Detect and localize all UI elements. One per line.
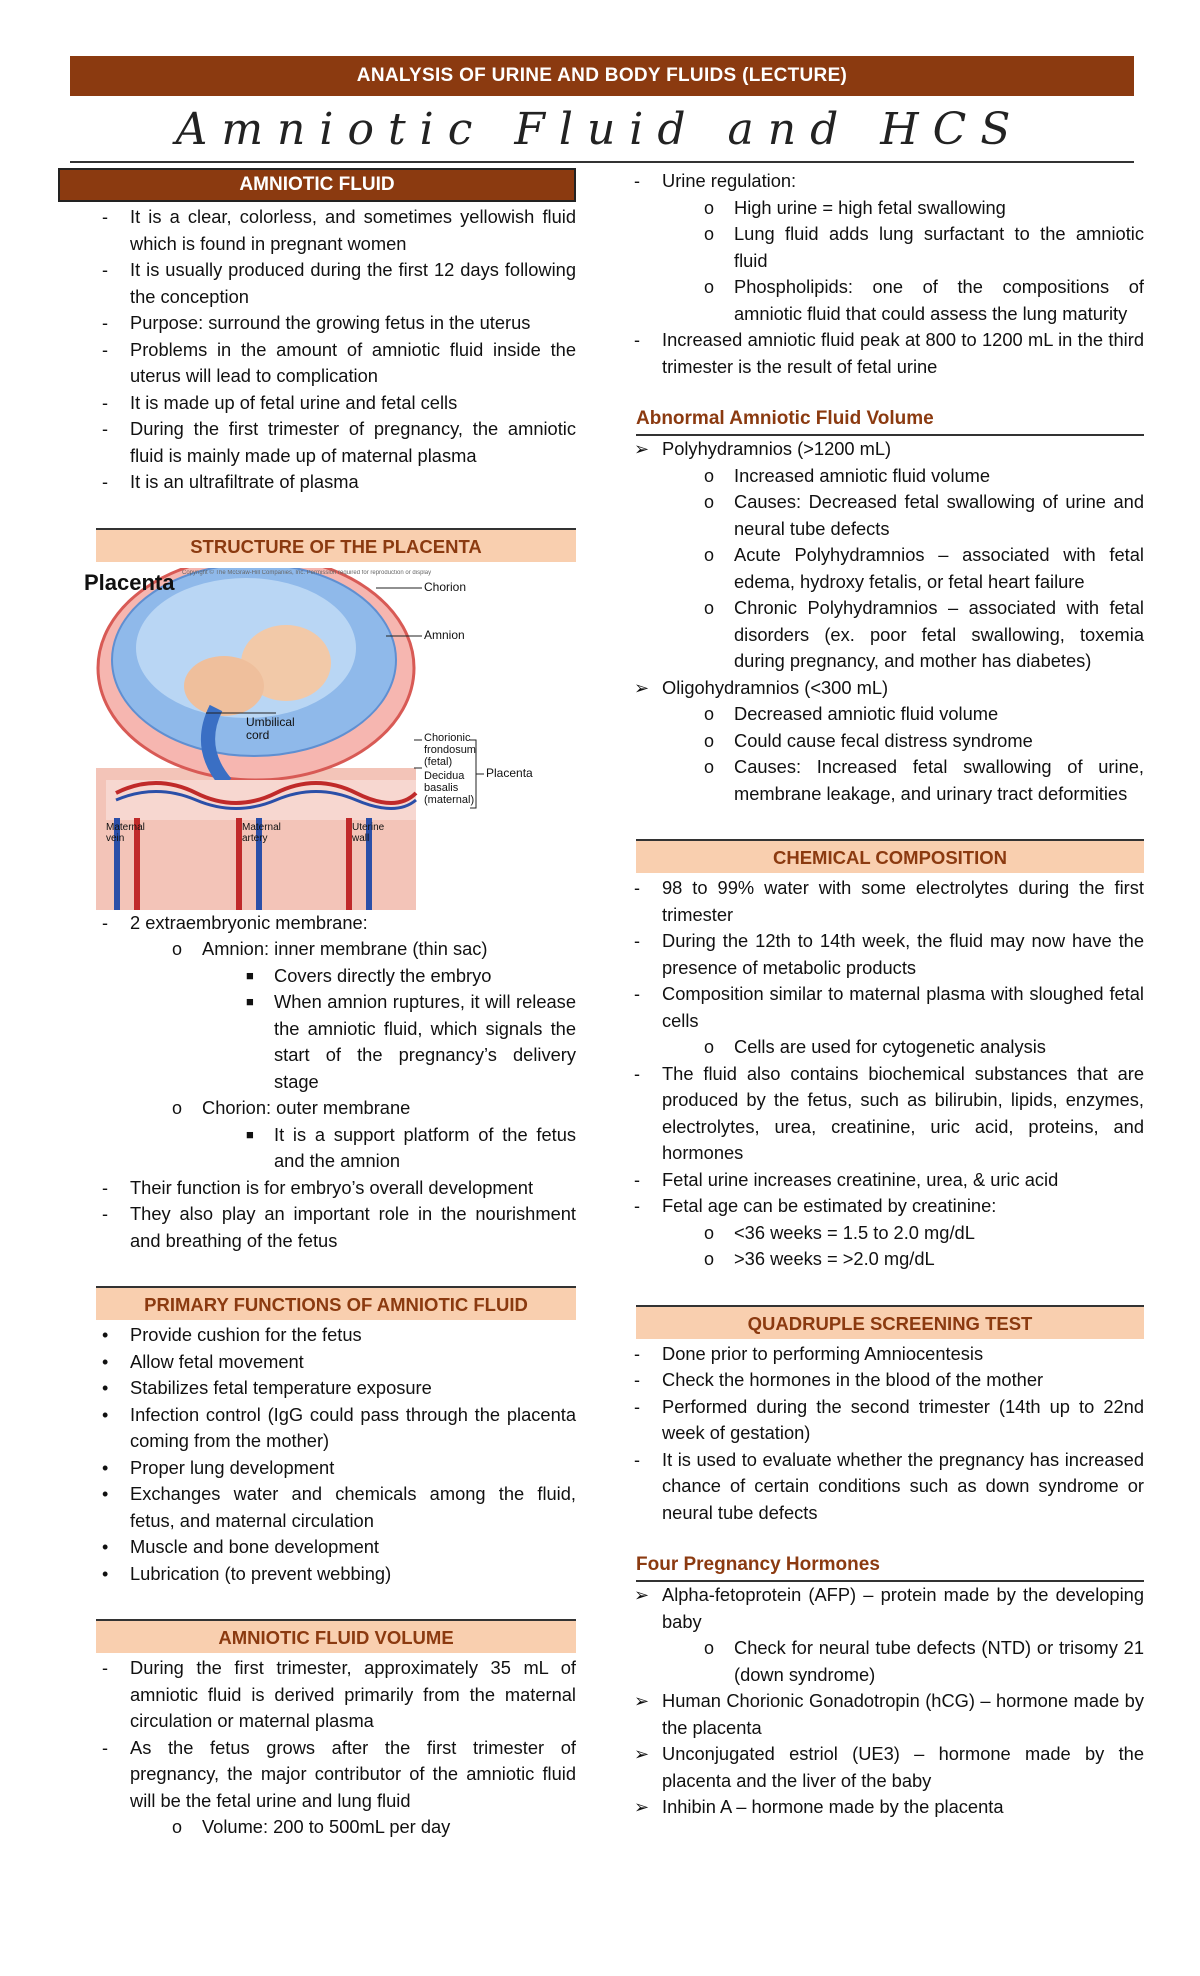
list-marker: • xyxy=(102,1325,109,1345)
list-item xyxy=(590,1688,1144,1741)
section-heading-quadruple-screening: QUADRUPLE SCREENING TEST xyxy=(636,1305,1144,1339)
list-item xyxy=(58,1375,576,1402)
section-heading-placenta: STRUCTURE OF THE PLACENTA xyxy=(96,528,576,562)
document-title-banner: ANALYSIS OF URINE AND BODY FLUIDS (LECTURE) xyxy=(70,56,1134,96)
list-item xyxy=(590,1582,1144,1635)
label-amnion: Amnion xyxy=(424,627,465,642)
list-item-text: <36 weeks = 1.5 to 2.0 mg/dL xyxy=(734,1221,975,1243)
list-item xyxy=(58,416,576,469)
list-item-text: Acute Polyhydramnios – associated with fetal edema, hydroxy fetalis, or fetal heart failure xyxy=(734,544,1144,592)
list-item xyxy=(590,754,1144,807)
list-marker: • xyxy=(102,1351,109,1372)
list-marker: - xyxy=(634,878,640,898)
abnormal-list xyxy=(590,436,1144,807)
list-marker: - xyxy=(634,330,640,350)
list-item xyxy=(58,390,576,417)
list-item-text: When amnion ruptures, it will release the amniotic fluid, which signals the start of the pregnancy’s delivery stage xyxy=(274,991,576,1092)
list-marker: - xyxy=(102,1658,108,1678)
list-marker: - xyxy=(102,392,108,413)
list-item xyxy=(590,542,1144,595)
list-item xyxy=(58,1481,576,1534)
list-item xyxy=(58,936,576,963)
list-item xyxy=(58,204,576,257)
list-marker: - xyxy=(102,207,108,227)
list-item xyxy=(58,963,576,990)
list-marker: o xyxy=(704,757,715,777)
list-item-text: Check for neural tube defects (NTD) or trisomy 21 (down syndrome) xyxy=(734,1637,1144,1685)
label-maternal-vein: Maternal vein xyxy=(106,821,145,844)
list-marker: ➢ xyxy=(634,1744,650,1764)
label-chorionic-frondosum: Chorionic frondosum (fetal) xyxy=(424,731,476,768)
list-item xyxy=(590,1794,1144,1821)
list-item xyxy=(590,1447,1144,1527)
list-item xyxy=(58,1455,576,1482)
list-item-text: Lung fluid adds lung surfactant to the amniotic fluid xyxy=(734,223,1144,271)
list-marker: ■ xyxy=(246,994,254,1009)
list-item-text: Causes: Increased fetal swallowing of urine, membrane leakage, and urinary tract deformities xyxy=(734,756,1144,804)
list-item-text: 98 to 99% water with some electrolytes during the first trimester xyxy=(662,877,1144,925)
list-marker: o xyxy=(704,1222,715,1243)
list-marker: - xyxy=(102,419,108,439)
list-item xyxy=(58,1534,576,1561)
list-marker: o xyxy=(172,939,183,959)
list-item xyxy=(58,1655,576,1735)
list-item-text: Composition similar to maternal plasma with sloughed fetal cells xyxy=(662,983,1144,1031)
list-item-text: >36 weeks = >2.0 mg/dL xyxy=(734,1248,935,1269)
label-placenta: Placenta xyxy=(486,765,533,780)
list-item xyxy=(590,981,1144,1034)
list-item xyxy=(58,1122,576,1175)
list-item xyxy=(590,221,1144,274)
list-item-text: As the fetus grows after the first trimester of pregnancy, the major contributor of the amniotic fluid will be the fetal urine and lung fluid xyxy=(130,1736,576,1811)
list-item xyxy=(590,728,1144,755)
list-item xyxy=(58,337,576,390)
list-marker: o xyxy=(704,224,715,244)
list-item xyxy=(590,436,1144,463)
list-item-text: Infection control (IgG could pass through the placenta coming from the mother) xyxy=(130,1403,576,1451)
list-item-text: Urine regulation: xyxy=(662,170,797,191)
list-item-text: They also play an important role in the nourishment and breathing of the fetus xyxy=(130,1203,576,1251)
list-item-text: Their function is for embryo’s overall development xyxy=(130,1176,534,1198)
section-heading-amniotic-fluid: AMNIOTIC FLUID xyxy=(58,168,576,202)
list-item xyxy=(58,910,576,937)
list-item xyxy=(590,595,1144,675)
list-marker: • xyxy=(102,1404,109,1425)
list-marker: - xyxy=(634,1396,640,1417)
list-marker: o xyxy=(172,1817,183,1837)
list-marker: - xyxy=(634,931,640,951)
section-heading-primary-functions: PRIMARY FUNCTIONS OF AMNIOTIC FLUID xyxy=(96,1286,576,1320)
list-marker: o xyxy=(704,277,715,297)
placenta-diagram xyxy=(84,568,588,910)
list-item-text: High urine = high fetal swallowing xyxy=(734,196,1006,218)
list-item-text: Covers directly the embryo xyxy=(274,964,492,986)
list-item xyxy=(58,1349,576,1376)
list-marker: ➢ xyxy=(634,1797,650,1817)
list-item-text: Problems in the amount of amniotic fluid inside the uterus will lead to complication xyxy=(130,338,576,386)
list-item-text: Decreased amniotic fluid volume xyxy=(734,703,999,724)
subtitle-divider xyxy=(70,161,1134,163)
list-marker: o xyxy=(704,598,715,618)
list-marker: - xyxy=(634,171,640,191)
list-item-text: Chronic Polyhydramnios – associated with fetal disorders (ex. poor fetal swallowing, toxemia during pregnancy, and mother has diabetes) xyxy=(734,597,1144,671)
list-item-text: Chorion: outer membrane xyxy=(202,1097,411,1118)
list-marker: o xyxy=(704,1638,715,1658)
list-marker: - xyxy=(102,1737,108,1758)
list-item xyxy=(590,195,1144,222)
list-marker: • xyxy=(102,1537,109,1557)
list-item-text: Exchanges water and chemicals among the fluid, fetus, and maternal circulation xyxy=(130,1483,576,1531)
list-item xyxy=(590,1741,1144,1794)
figure-copyright: Copyright © The McGraw-Hill Companies, Inc. Permission required for reproduction or display xyxy=(182,569,432,576)
list-marker: ■ xyxy=(246,967,254,983)
list-item xyxy=(590,327,1144,380)
list-item-text: Cells are used for cytogenetic analysis xyxy=(734,1036,1046,1057)
list-marker: o xyxy=(704,465,715,486)
list-item xyxy=(590,1341,1144,1368)
list-item xyxy=(590,1220,1144,1247)
list-item-text: 2 extraembryonic membrane: xyxy=(130,911,368,933)
left-column xyxy=(58,168,576,1841)
list-item-text: Allow fetal movement xyxy=(130,1350,304,1372)
list-item xyxy=(590,675,1144,702)
list-marker: - xyxy=(102,912,108,933)
list-marker: - xyxy=(634,1063,640,1084)
list-item xyxy=(58,1095,576,1122)
hormones-list xyxy=(590,1582,1144,1821)
list-item-text: Oligohydramnios (<300 mL) xyxy=(662,676,889,698)
label-uterine-wall: Uterine wall xyxy=(352,821,385,844)
placenta-illustration xyxy=(96,568,588,910)
list-item-text: Could cause fecal distress syndrome xyxy=(734,729,1033,751)
list-item xyxy=(58,1735,576,1815)
list-item xyxy=(590,1167,1144,1194)
list-marker: o xyxy=(172,1098,183,1118)
list-marker: - xyxy=(102,260,108,280)
list-item xyxy=(590,1394,1144,1447)
list-item-text: During the first trimester of pregnancy, the amniotic fluid is mainly made up of maternal plasma xyxy=(130,418,576,466)
list-item-text: Fetal urine increases creatinine, urea, & uric acid xyxy=(662,1168,1059,1190)
list-marker: - xyxy=(102,1204,108,1224)
list-item-text: Lubrication (to prevent webbing) xyxy=(130,1562,392,1584)
list-item-text: The fluid also contains biochemical substances that are produced by the fetus, such as bilirubin, lipids, enzymes, electrolytes, urea, creatinine, uric acid, proteins, and hormones xyxy=(662,1062,1144,1163)
list-item xyxy=(590,1367,1144,1394)
list-item xyxy=(58,1814,576,1841)
list-item xyxy=(590,701,1144,728)
list-item xyxy=(58,1322,576,1349)
list-marker: - xyxy=(102,313,108,333)
section-heading-pregnancy-hormones: Four Pregnancy Hormones xyxy=(636,1554,1144,1582)
list-marker: ➢ xyxy=(634,439,650,459)
list-item-text: Causes: Decreased fetal swallowing of urine and neural tube defects xyxy=(734,491,1144,539)
list-item-text: During the first trimester, approximately 35 mL of amniotic fluid is derived primarily from the maternal circulation or maternal plasma xyxy=(130,1657,576,1731)
list-item xyxy=(590,168,1144,195)
label-umbilical-cord: Umbilical cord xyxy=(246,714,295,742)
list-marker: o xyxy=(704,197,715,218)
list-item-text: Polyhydramnios (>1200 mL) xyxy=(662,438,892,459)
right-column xyxy=(636,168,1144,1821)
amniotic-fluid-list xyxy=(58,204,576,496)
list-item-text: Human Chorionic Gonadotropin (hCG) – hormone made by the placenta xyxy=(662,1690,1144,1738)
list-item xyxy=(58,989,576,1095)
placenta-list xyxy=(58,910,576,1255)
list-marker: o xyxy=(704,730,715,751)
list-item xyxy=(590,489,1144,542)
list-marker: - xyxy=(634,1169,640,1190)
list-item-text: It is a support platform of the fetus and the amnion xyxy=(274,1123,576,1171)
list-marker: - xyxy=(634,1196,640,1216)
list-marker: - xyxy=(634,1343,640,1364)
list-item-text: Stabilizes fetal temperature exposure xyxy=(130,1377,432,1398)
list-marker: ➢ xyxy=(634,1691,650,1711)
list-item-text: It is usually produced during the first 12 days following the conception xyxy=(130,259,576,307)
list-item-text: Inhibin A – hormone made by the placenta xyxy=(662,1796,1004,1817)
list-marker: o xyxy=(704,492,715,512)
label-maternal-artery: Maternal artery xyxy=(242,821,281,844)
list-item xyxy=(590,1061,1144,1167)
quadruple-list xyxy=(590,1341,1144,1527)
list-item xyxy=(58,310,576,337)
list-item xyxy=(590,274,1144,327)
list-item-text: Volume: 200 to 500mL per day xyxy=(202,1816,451,1837)
list-marker: - xyxy=(102,339,108,360)
list-item-text: It is a clear, colorless, and sometimes yellowish fluid which is found in pregnant women xyxy=(130,206,576,254)
list-item xyxy=(590,928,1144,981)
list-item-text: It is made up of fetal urine and fetal cells xyxy=(130,391,458,413)
volume-list xyxy=(58,1655,576,1841)
list-marker: ➢ xyxy=(634,1585,650,1605)
list-marker: • xyxy=(102,1457,109,1478)
list-item xyxy=(590,1193,1144,1220)
list-item xyxy=(58,1402,576,1455)
functions-list xyxy=(58,1322,576,1587)
list-marker: o xyxy=(704,1037,715,1057)
list-item-text: Fetal age can be estimated by creatinine: xyxy=(662,1195,997,1216)
section-heading-chemical-composition: CHEMICAL COMPOSITION xyxy=(636,839,1144,873)
urine-regulation-list xyxy=(590,168,1144,380)
figure-title: Placenta xyxy=(84,569,175,595)
list-item-text: During the 12th to 14th week, the fluid may now have the presence of metabolic products xyxy=(662,930,1144,978)
section-heading-fluid-volume: AMNIOTIC FLUID VOLUME xyxy=(96,1619,576,1653)
list-marker: o xyxy=(704,704,715,724)
list-item-text: Amnion: inner membrane (thin sac) xyxy=(202,938,488,959)
list-marker: - xyxy=(102,472,108,492)
list-item xyxy=(590,463,1144,490)
list-item-text: Muscle and bone development xyxy=(130,1536,379,1557)
list-item-text: It is an ultrafiltrate of plasma xyxy=(130,471,359,492)
label-decidua-basalis: Decidua basalis (maternal) xyxy=(424,769,475,806)
list-item xyxy=(58,257,576,310)
list-item xyxy=(590,1246,1144,1273)
list-marker: - xyxy=(634,984,640,1004)
label-chorion: Chorion xyxy=(424,579,467,594)
list-marker: o xyxy=(704,545,715,565)
list-marker: o xyxy=(704,1249,715,1269)
list-marker: • xyxy=(102,1484,109,1504)
list-marker: ➢ xyxy=(634,677,650,698)
document-subtitle: Amniotic Fluid and HCS xyxy=(175,104,1025,155)
list-item xyxy=(590,875,1144,928)
list-item xyxy=(590,1034,1144,1061)
list-item-text: Increased amniotic fluid volume xyxy=(734,464,991,486)
section-heading-abnormal-volume: Abnormal Amniotic Fluid Volume xyxy=(636,408,1144,436)
chemical-list xyxy=(590,875,1144,1273)
list-item-text: Done prior to performing Amniocentesis xyxy=(662,1342,984,1364)
list-item-text: Increased amniotic fluid peak at 800 to 1200 mL in the third trimester is the result of fetal urine xyxy=(662,329,1144,377)
list-marker: - xyxy=(634,1449,640,1470)
list-item-text: Phospholipids: one of the compositions of amniotic fluid that could assess the lung maturity xyxy=(734,276,1144,324)
list-item xyxy=(58,1175,576,1202)
list-item-text: Alpha-fetoprotein (AFP) – protein made by the developing baby xyxy=(662,1584,1144,1632)
list-marker: • xyxy=(102,1563,109,1584)
list-item-text: Provide cushion for the fetus xyxy=(130,1324,362,1345)
list-marker: • xyxy=(102,1378,109,1398)
list-item-text: Purpose: surround the growing fetus in the uterus xyxy=(130,312,531,333)
list-item-text: Performed during the second trimester (14th up to 22nd week of gestation) xyxy=(662,1395,1144,1443)
list-item-text: Check the hormones in the blood of the mother xyxy=(662,1369,1044,1390)
list-item-text: Unconjugated estriol (UE3) – hormone made by the placenta and the liver of the baby xyxy=(662,1743,1144,1791)
list-item xyxy=(58,1201,576,1254)
list-item xyxy=(58,469,576,496)
list-item-text: Proper lung development xyxy=(130,1456,335,1478)
list-item-text: It is used to evaluate whether the pregnancy has increased chance of certain conditions such as down syndrome or neural tube defects xyxy=(662,1448,1144,1523)
list-marker: ■ xyxy=(246,1126,254,1142)
list-item xyxy=(58,1561,576,1588)
list-item xyxy=(590,1635,1144,1688)
list-marker: - xyxy=(102,1177,108,1198)
list-marker: - xyxy=(634,1370,640,1390)
